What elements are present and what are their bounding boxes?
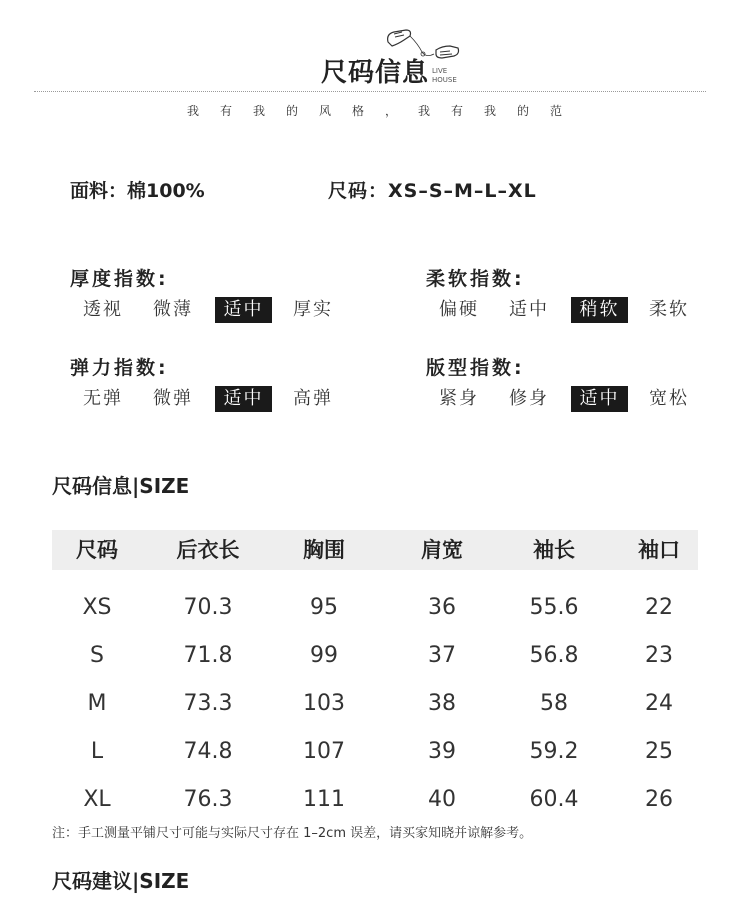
table-cell: 26 <box>645 787 673 812</box>
table-row <box>52 584 698 632</box>
table-cell: 73.3 <box>183 691 233 716</box>
index-option: 修身 <box>509 388 549 409</box>
table-row <box>52 632 698 680</box>
column-header: 袖口 <box>638 538 680 562</box>
index-title: 弹力指数: <box>70 357 169 379</box>
column-header: 尺码 <box>76 538 118 562</box>
size-suggestion-heading: 尺码建议|SIZE <box>52 869 190 893</box>
index-title: 柔软指数: <box>426 268 525 290</box>
table-cell: 59.2 <box>529 739 579 764</box>
table-cell: 107 <box>303 739 345 764</box>
index-option: 偏硬 <box>439 299 479 320</box>
table-cell: 74.8 <box>183 739 233 764</box>
logo-text-line1: LIVE <box>432 67 448 75</box>
index-option: 微薄 <box>153 299 193 320</box>
table-cell: 22 <box>645 595 673 620</box>
slogan: 我有我的风格，我有我的范 <box>186 104 583 118</box>
table-cell: 25 <box>645 739 673 764</box>
index-option: 紧身 <box>439 388 479 409</box>
index-option: 微弹 <box>153 388 193 409</box>
index-option: 厚实 <box>293 299 333 320</box>
index-option-selected: 适中 <box>215 386 272 412</box>
table-cell: 55.6 <box>529 595 579 620</box>
table-row <box>52 680 698 728</box>
table-cell: 40 <box>428 787 456 812</box>
table-cell: 58 <box>540 691 568 716</box>
table-cell: XL <box>83 787 111 812</box>
index-option: 高弹 <box>293 388 333 409</box>
page-title: 尺码信息 <box>320 58 429 88</box>
table-cell: 95 <box>310 595 338 620</box>
table-cell: 76.3 <box>183 787 233 812</box>
table-cell: 71.8 <box>183 643 233 668</box>
index-group-elasticity <box>70 353 348 412</box>
table-cell: 36 <box>428 595 456 620</box>
table-cell: 111 <box>303 787 345 812</box>
table-cell: 70.3 <box>183 595 233 620</box>
size-table-header <box>52 530 698 570</box>
index-title: 厚度指数: <box>70 268 169 290</box>
index-option-selected: 适中 <box>215 297 272 323</box>
measurement-note: 注：手工测量平铺尺寸可能与实际尺寸存在 1–2cm 误差，请买家知晓并谅解参考。 <box>52 826 533 841</box>
table-cell: 99 <box>310 643 338 668</box>
table-cell: 24 <box>645 691 673 716</box>
table-cell: 60.4 <box>529 787 579 812</box>
table-cell: 37 <box>428 643 456 668</box>
column-header: 胸围 <box>303 538 345 562</box>
column-header: 袖长 <box>533 538 575 562</box>
index-group-softness <box>426 264 704 323</box>
index-group-thickness <box>70 264 348 323</box>
table-cell: S <box>90 643 104 668</box>
table-row <box>52 728 698 776</box>
table-cell: M <box>87 691 107 716</box>
table-cell: L <box>90 739 104 764</box>
index-option: 透视 <box>83 299 123 320</box>
column-header: 后衣长 <box>176 538 240 562</box>
index-option: 适中 <box>509 299 549 320</box>
table-cell: 39 <box>428 739 456 764</box>
logo-text-line2: HOUSE <box>432 76 457 84</box>
fabric-spec: 面料：棉100% <box>70 180 205 202</box>
index-option: 柔软 <box>649 299 689 320</box>
table-row <box>52 776 698 824</box>
index-option-selected: 稍软 <box>571 297 628 323</box>
index-option: 宽松 <box>649 388 689 409</box>
index-group-fit <box>426 353 704 412</box>
dotted-divider <box>34 91 706 92</box>
table-cell: 23 <box>645 643 673 668</box>
index-title: 版型指数: <box>426 357 525 379</box>
logo-wordmark <box>432 67 457 85</box>
index-option-selected: 适中 <box>571 386 628 412</box>
table-cell: 56.8 <box>529 643 579 668</box>
size-table-heading: 尺码信息|SIZE <box>52 474 190 498</box>
table-cell: XS <box>82 595 112 620</box>
table-cell: 103 <box>303 691 345 716</box>
table-cell: 38 <box>428 691 456 716</box>
index-option: 无弹 <box>83 388 123 409</box>
column-header: 肩宽 <box>421 538 463 562</box>
size-range-spec: 尺码：XS–S–M–L–XL <box>328 180 537 202</box>
